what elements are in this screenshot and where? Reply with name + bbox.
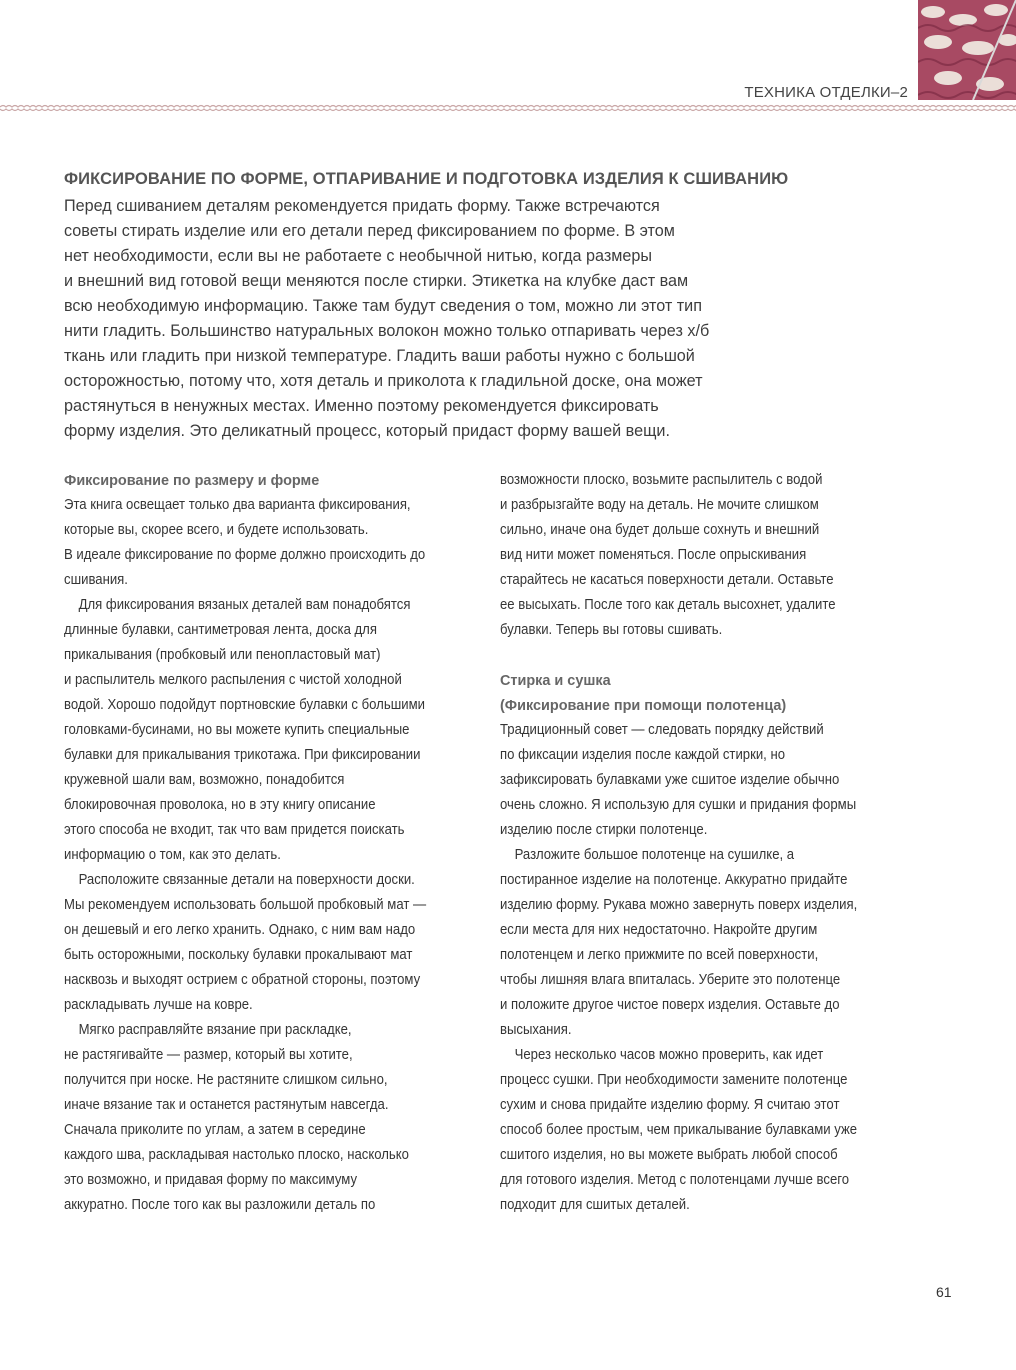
text-line: по фиксации изделия после каждой стирки, но xyxy=(500,747,786,763)
text-line: это возможно, и придавая форму по максимуму xyxy=(64,1172,358,1188)
text-line: каждого шва, раскладывая настолько плоско, насколько xyxy=(64,1147,409,1163)
text-line: Мягко расправляйте вязание при раскладке, xyxy=(64,1022,352,1038)
text-line: кружевной шали вам, возможно, понадобится xyxy=(64,772,345,788)
text-line: насквозь и выходят острием с обратной стороны, поэтому xyxy=(64,972,421,988)
intro-line: нет необходимости, если вы не работаете с необычной нитью, когда размеры xyxy=(64,247,653,265)
text-line: Традиционный совет — следовать порядку действий xyxy=(500,722,824,738)
text-line: очень сложно. Я использую для сушки и придания формы xyxy=(500,797,857,813)
page-number: 61 xyxy=(936,1284,952,1300)
subheading-pinning: Фиксирование по размеру и форме xyxy=(64,472,320,489)
text-line: зафиксировать булавками уже сшитое изделие обычно xyxy=(500,772,840,788)
running-header: ТЕХНИКА ОТДЕЛКИ–2 xyxy=(744,84,908,101)
left-column-body xyxy=(64,493,484,1218)
text-line: блокировочная проволока, но в эту книгу описание xyxy=(64,797,376,813)
intro-line: нити гладить. Большинство натуральных волокон можно только отпаривать через х/б xyxy=(64,322,710,340)
text-line: и распылитель мелкого распыления с чистой холодной xyxy=(64,672,402,688)
right-column-body-top xyxy=(500,468,920,643)
text-line: быть осторожными, поскольку булавки прокалывают мат xyxy=(64,947,413,963)
left-column xyxy=(64,468,484,1218)
text-line: полотенцем и легко прижмите по всей поверхности, xyxy=(500,947,819,963)
intro-line: ткань или гладить при низкой температуре. Гладить ваши работы нужно с большой xyxy=(64,347,695,365)
text-line: и положите другое чистое поверх изделия. Оставьте до xyxy=(500,997,840,1013)
text-line: Для фиксирования вязаных деталей вам понадобятся xyxy=(64,597,411,613)
knitting-photo xyxy=(918,0,1016,100)
text-line: получится при носке. Не растяните слишком сильно, xyxy=(64,1072,388,1088)
intro-line: растянуться в ненужных местах. Именно поэтому рекомендуется фиксировать xyxy=(64,397,659,415)
text-line: он дешевый и его легко хранить. Однако, с ним вам надо xyxy=(64,922,416,938)
text-line: булавки. Теперь вы готовы сшивать. xyxy=(500,622,723,638)
text-line: В идеале фиксирование по форме должно происходить до xyxy=(64,547,426,563)
intro-line: осторожностью, потому что, хотя деталь и приколота к гладильной доске, она может xyxy=(64,372,703,390)
text-line: и разбрызгайте воду на деталь. Не мочите слишком xyxy=(500,497,819,513)
text-line: длинные булавки, сантиметровая лента, доска для xyxy=(64,622,377,638)
intro-line: всю необходимую информацию. Также там будут сведения о том, можно ли этот тип xyxy=(64,297,702,315)
text-line: ее высыхать. После того как деталь высохнет, удалите xyxy=(500,597,836,613)
text-line: возможности плоско, возьмите распылитель с водой xyxy=(500,472,823,488)
intro-line: и внешний вид готовой вещи меняются после стирки. Этикетка на клубке даст вам xyxy=(64,272,689,290)
text-line: изделию после стирки полотенце. xyxy=(500,822,708,838)
text-line: раскладывать лучше на ковре. xyxy=(64,997,253,1013)
right-column-body-bottom xyxy=(500,718,920,1218)
text-line: булавки для прикалывания трикотажа. При фиксировании xyxy=(64,747,421,763)
intro-line: Перед сшиванием деталям рекомендуется придать форму. Также встречаются xyxy=(64,197,660,215)
text-line: информацию о том, как это делать. xyxy=(64,847,281,863)
text-line: иначе вязание так и останется растянутым навсегда. xyxy=(64,1097,389,1113)
text-line: Сначала приколите по углам, а затем в середине xyxy=(64,1122,366,1138)
text-line: подходит для сшитых деталей. xyxy=(500,1197,690,1213)
text-line: Эта книга освещает только два варианта фиксирования, xyxy=(64,497,411,513)
text-line: чтобы лишняя влага впиталась. Уберите это полотенце xyxy=(500,972,841,988)
text-line: этого способа не входит, так что вам придется поискать xyxy=(64,822,405,838)
text-line: сильно, иначе она будет дольше сохнуть и внешний xyxy=(500,522,820,538)
text-line: способ более простым, чем прикалывание булавками уже xyxy=(500,1122,858,1138)
text-line: Через несколько часов можно проверить, как идет xyxy=(500,1047,824,1063)
text-line: не растягивайте — размер, который вы хотите, xyxy=(64,1047,353,1063)
text-line: Разложите большое полотенце на сушилке, а xyxy=(500,847,795,863)
text-line: постиранное изделие на полотенце. Аккуратно придайте xyxy=(500,872,848,888)
text-line: процесс сушки. При необходимости замените полотенце xyxy=(500,1072,848,1088)
text-line: сшитого изделия, но вы можете выбрать любой способ xyxy=(500,1147,838,1163)
intro-line: советы стирать изделие или его детали перед фиксированием по форме. В этом xyxy=(64,222,675,240)
text-line: аккуратно. После того как вы разложили деталь по xyxy=(64,1197,376,1213)
text-line: вид нити может поменяться. После опрыскивания xyxy=(500,547,807,563)
text-line: головками-бусинами, но вы можете купить специальные xyxy=(64,722,410,738)
text-line: прикалывания (пробковый или пенопластовый мат) xyxy=(64,647,381,663)
text-line: Мы рекомендуем использовать большой пробковый мат — xyxy=(64,897,427,913)
intro-line: форму изделия. Это деликатный процесс, который придаст форму вашей вещи. xyxy=(64,422,670,440)
decorative-rule xyxy=(0,104,1016,112)
text-line: сшивания. xyxy=(64,572,128,588)
text-line: высыхания. xyxy=(500,1022,572,1038)
text-line: если места для них недостаточно. Накройте другим xyxy=(500,922,818,938)
text-line: старайтесь не касаться поверхности детали. Оставьте xyxy=(500,572,834,588)
intro-paragraph xyxy=(64,194,784,444)
subheading-towel: (Фиксирование при помощи полотенца) xyxy=(500,697,787,714)
right-column xyxy=(500,468,920,1218)
text-line: которые вы, скорее всего, и будете использовать. xyxy=(64,522,369,538)
subheading-washing: Стирка и сушка xyxy=(500,672,611,689)
text-line: изделию форму. Рукава можно завернуть поверх изделия, xyxy=(500,897,858,913)
section-heading: ФИКСИРОВАНИЕ ПО ФОРМЕ, ОТПАРИВАНИЕ И ПОДГОТОВКА ИЗДЕЛИЯ К СШИВАНИЮ xyxy=(64,170,789,188)
text-line: Расположите связанные детали на поверхности доски. xyxy=(64,872,415,888)
text-line: для готового изделия. Метод с полотенцами лучше всего xyxy=(500,1172,850,1188)
text-line: водой. Хорошо подойдут портновские булавки с большими xyxy=(64,697,425,713)
text-line: сухим и снова придайте изделию форму. Я считаю этот xyxy=(500,1097,840,1113)
